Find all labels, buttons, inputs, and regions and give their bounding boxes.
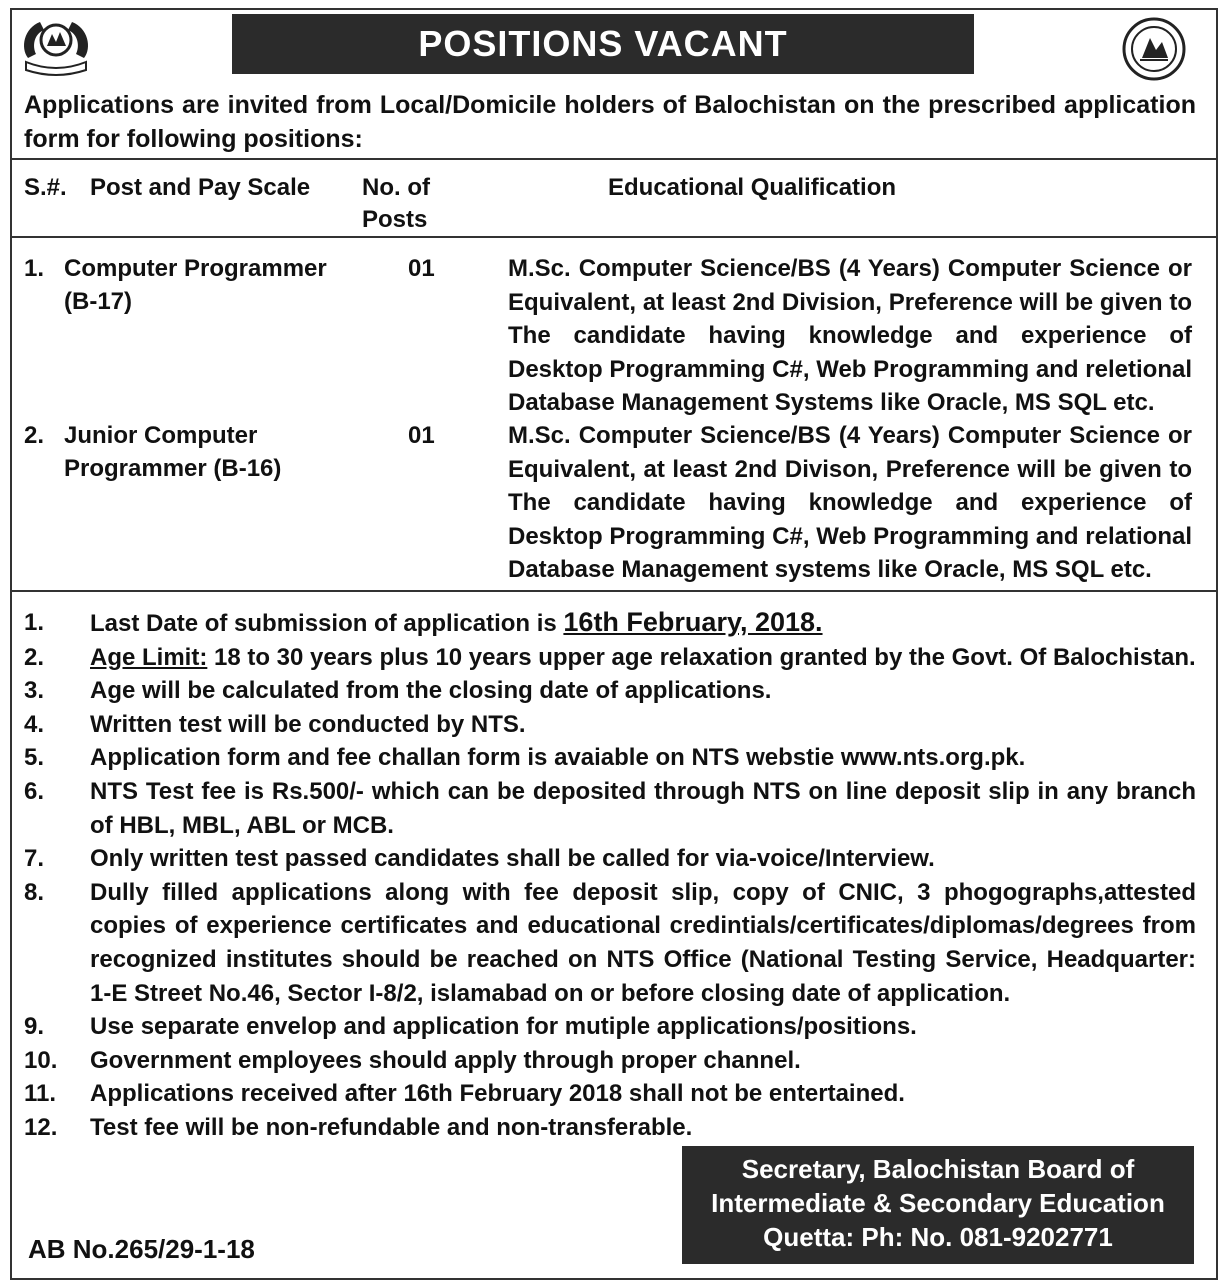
- list-item-number: 9.: [24, 1013, 45, 1041]
- list-item-text: Applications received after 16th February 2018 shall not be entertained.: [90, 1080, 905, 1108]
- list-item: [24, 741, 1196, 775]
- list-item: [24, 1010, 1196, 1044]
- header-post: Post and Pay Scale: [90, 174, 311, 201]
- list-item-number: 12.: [24, 1113, 58, 1141]
- signature-line-1: Secretary, Balochistan Board of: [741, 1154, 1135, 1184]
- list-item-number: 5.: [24, 744, 45, 772]
- row-2-qualification: M.Sc. Computer Science/BS (4 Years) Computer Science or Equivalent, at least 2nd Divison, Preference will be given to The candidate having knowledge and experience of Desktop Programming C#, Web Programming and relational Database Management systems like Oracle, MS SQL etc.: [508, 422, 1192, 583]
- list-item-text: Use separate envelop and application for mutiple applications/positions.: [90, 1013, 917, 1041]
- row-1-sno: 1.: [24, 255, 45, 282]
- list-item-number: 4.: [24, 710, 45, 738]
- instructions-list: [24, 606, 1196, 1145]
- header-posts-line2: Posts: [362, 206, 428, 233]
- divider: [12, 590, 1216, 592]
- list-item: [24, 674, 1196, 708]
- list-item: [24, 876, 1196, 1010]
- list-item: [24, 1044, 1196, 1078]
- intro-text: Applications are invited from Local/Domicile holders of Balochistan on the prescribed application form for following positions:: [24, 91, 1196, 153]
- list-item-text: Only written test passed candidates shall be called for via-voice/Interview.: [90, 845, 935, 873]
- signature-block: [682, 1146, 1194, 1264]
- row-1-posts: 01: [408, 255, 435, 282]
- page-title: POSITIONS VACANT: [232, 14, 974, 74]
- list-item: [24, 842, 1196, 876]
- list-item-number: 3.: [24, 677, 45, 705]
- row-2-post-line1: Junior Computer: [64, 422, 258, 449]
- list-item-number: 8.: [24, 878, 45, 906]
- list-item-number: 11.: [24, 1080, 57, 1108]
- list-item: [24, 775, 1196, 842]
- list-item-number: 2.: [24, 643, 45, 671]
- row-1-post-line2: (B-17): [64, 288, 133, 315]
- signature-line-3: Quetta: Ph: No. 081-9202771: [763, 1222, 1113, 1252]
- divider: [12, 158, 1216, 160]
- closing-date: 16th February, 2018.: [563, 607, 823, 637]
- list-item-text: Last Date of submission of application is: [90, 610, 564, 637]
- list-item: [24, 1077, 1196, 1111]
- list-item-number: 6.: [24, 777, 45, 805]
- list-item: [24, 641, 1196, 675]
- advertisement-reference: AB No.265/29-1-18: [28, 1234, 255, 1264]
- board-seal-icon: [1114, 16, 1194, 82]
- list-item-text: Age will be calculated from the closing date of applications.: [90, 677, 772, 705]
- row-1-post-line1: Computer Programmer: [64, 255, 327, 282]
- list-item-text: Application form and fee challan form is avaiable on NTS webstie www.nts.org.pk.: [90, 744, 1026, 772]
- list-item: [24, 708, 1196, 742]
- list-item: [24, 1111, 1196, 1145]
- row-2-post-line2: Programmer (B-16): [64, 455, 282, 482]
- list-item-number: 7.: [24, 845, 45, 873]
- header-posts-line1: No. of: [362, 174, 430, 201]
- list-item-text: 18 to 30 years plus 10 years upper age relaxation granted by the Govt. Of Balochistan.: [207, 643, 1196, 671]
- list-item-text: Test fee will be non-refundable and non-transferable.: [90, 1113, 693, 1141]
- row-2-posts: 01: [408, 422, 435, 449]
- list-item-text: Written test will be conducted by NTS.: [90, 710, 526, 738]
- list-item-text: Dully filled applications along with fee deposit slip, copy of CNIC, 3 phogographs,attested copies of experience certificates and educational credintials/certificates/diplomas/degrees from recognized institutes should be reached on NTS Office (National Testing Service, Headquarter: 1-E Street No.46, Sector I-8/2, islamabad on or before closing date of application.: [90, 878, 1196, 1007]
- header-sno: S.#.: [24, 174, 67, 201]
- list-item-number: 1.: [24, 609, 45, 636]
- list-item-text: Government employees should apply through proper channel.: [90, 1046, 801, 1074]
- age-limit-label: Age Limit:: [90, 643, 208, 671]
- header-qualification: Educational Qualification: [608, 174, 897, 201]
- list-item-text: NTS Test fee is Rs.500/- which can be deposited through NTS on line deposit slip in any branch of HBL, MBL, ABL or MCB.: [90, 777, 1196, 839]
- signature-line-2: Intermediate & Secondary Education: [711, 1188, 1165, 1218]
- list-item-number: 10.: [24, 1046, 58, 1074]
- provincial-crest-icon: [16, 14, 96, 80]
- divider: [12, 236, 1216, 238]
- row-2-sno: 2.: [24, 422, 45, 449]
- row-1-qualification: M.Sc. Computer Science/BS (4 Years) Computer Science or Equivalent, at least 2nd Division, Preference will be given to The candidate having knowledge and experience of Desktop Programming C#, Web Programming and reletional Database Management Systems like Oracle, MS SQL etc.: [508, 255, 1192, 416]
- list-item: [24, 606, 1196, 641]
